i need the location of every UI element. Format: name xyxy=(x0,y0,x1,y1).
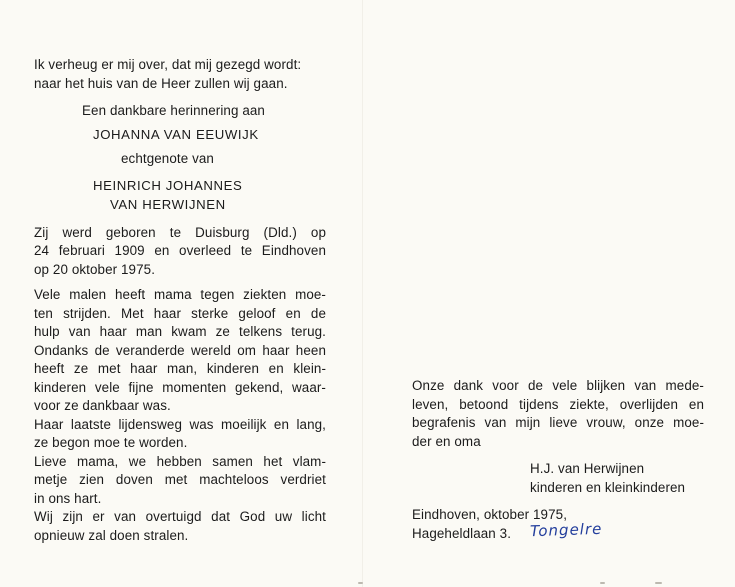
thanks-line-2: leven, betoond tijdens ziekte, overlijden en xyxy=(412,397,704,412)
text-line-5: heeft ze met haar man, kinderen en klein- xyxy=(34,361,326,376)
text-line-8: Haar laatste lijdensweg was moeilijk en lang, xyxy=(34,417,326,432)
text-line-13: Wij zijn er van overtuigd dat God uw licht xyxy=(34,509,326,524)
spouse-name-line-2: VAN HERWIJNEN xyxy=(110,197,226,212)
place-date: Eindhoven, oktober 1975, xyxy=(412,507,568,522)
paper-speck xyxy=(358,582,363,584)
text-line-1: Vele malen heeft mama tegen ziekten moe- xyxy=(34,287,326,302)
life-line-2: 24 februari 1909 en overleed te Eindhoven xyxy=(34,243,326,258)
signature-name: H.J. van Herwijnen xyxy=(530,461,645,476)
verse-line-1: Ik verheug er mij over, dat mij gezegd wordt: xyxy=(34,57,302,72)
paper-speck xyxy=(655,582,662,584)
text-line-14: opnieuw zal doen stralen. xyxy=(34,528,189,543)
spouse-label: echtgenote van xyxy=(121,151,214,166)
paper-speck xyxy=(600,582,605,584)
signature-family: kinderen en kleinkinderen xyxy=(530,480,686,495)
card-fold xyxy=(362,0,363,587)
memory-line: Een dankbare herinnering aan xyxy=(82,103,265,118)
text-line-4: Ondanks de veranderde wereld om haar heen xyxy=(34,343,326,358)
text-line-6: kinderen vele fijne momenten gekend, waar- xyxy=(34,380,326,395)
thanks-line-3: begrafenis van mijn lieve vrouw, onze moe- xyxy=(412,415,704,430)
life-line-3: op 20 oktober 1975. xyxy=(34,262,156,277)
life-line-1: Zij werd geboren te Duisburg (Dld.) op xyxy=(34,225,326,240)
text-line-12: in ons hart. xyxy=(34,491,102,506)
text-line-3: hulp van haar man kwam ze telkens terug. xyxy=(34,324,326,339)
text-line-7: voor ze dankbaar was. xyxy=(34,398,171,413)
deceased-name: JOHANNA VAN EEUWIJK xyxy=(93,127,259,142)
verse-line-2: naar het huis van de Heer zullen wij gaan. xyxy=(34,76,288,91)
address: Hageheldlaan 3. xyxy=(412,526,512,541)
handwritten-annotation: Tongelre xyxy=(529,519,603,541)
thanks-line-1: Onze dank voor de vele blijken van mede- xyxy=(412,378,704,393)
text-line-9: ze begon moe te worden. xyxy=(34,435,188,450)
thanks-line-4: der en oma xyxy=(412,434,481,449)
spouse-name-line-1: HEINRICH JOHANNES xyxy=(93,178,243,193)
text-line-11: metje zien doven met machteloos verdriet xyxy=(34,472,326,487)
text-line-10: Lieve mama, we hebben samen het vlam- xyxy=(34,454,326,469)
text-line-2: ten strijden. Met haar sterke geloof en de xyxy=(34,306,326,321)
